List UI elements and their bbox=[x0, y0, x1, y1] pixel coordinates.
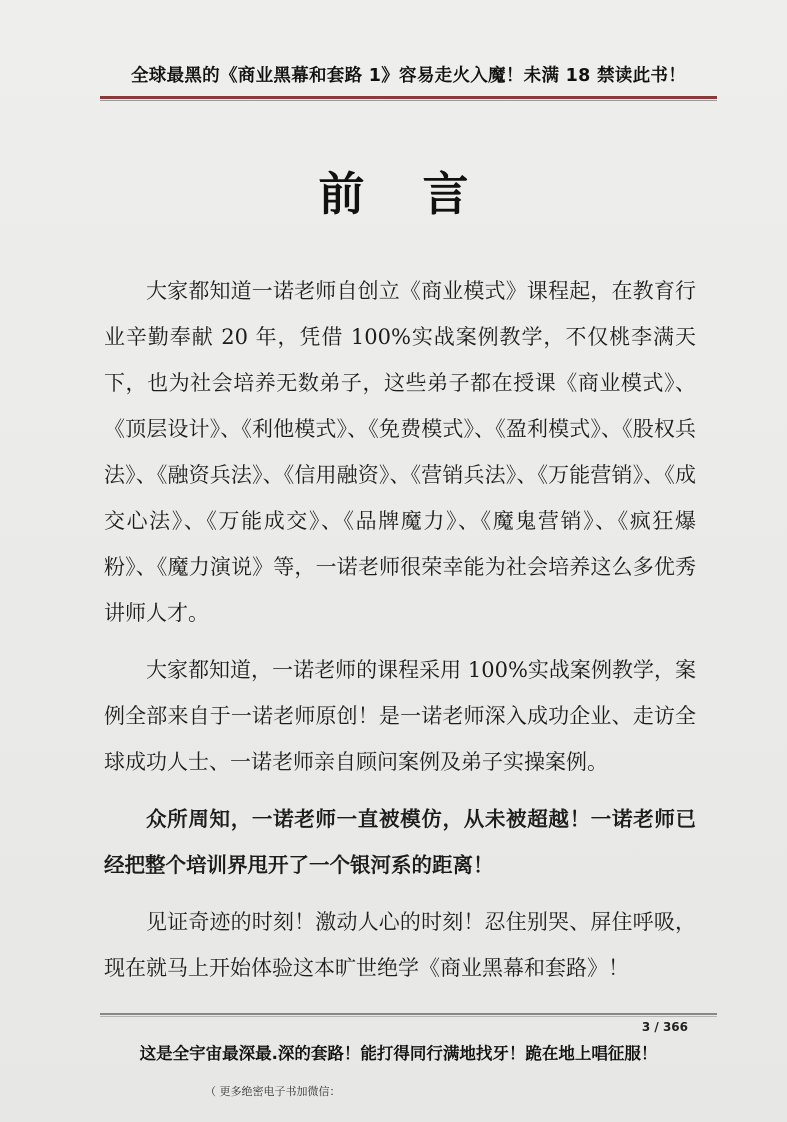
footer-divider-thin bbox=[100, 1016, 717, 1017]
header-banner: 全球最黑的《商业黑幕和套路 1》容易走火入魔！未满 18 禁读此书！ bbox=[130, 66, 686, 86]
paragraph-intro: 大家都知道一诺老师自创立《商业模式》课程起，在教育行业辛勤奉献 20 年，凭借 100%实战案例教学，不仅桃李满天下，也为社会培养无数弟子，这些弟子都在授课《商业模式》、《顶层设计》、《利他模式》、《免费模式》、《盈利模式》、《股权兵法》、《融资兵法》、《信用融资》、《营销兵法》、《万能营销》、《成交心法》、《万能成交》、《品牌魔力》、《魔鬼营销》、《疯狂爆粉》、《魔力演说》等，一诺老师很荣幸能为社会培养这么多优秀讲师人才。 bbox=[104, 279, 696, 625]
paragraph-closing: 见证奇迹的时刻！激动人心的时刻！忍住别哭、屏住呼吸，现在就马上开始体验这本旷世绝学《商业黑幕和套路》！ bbox=[104, 910, 696, 980]
paragraph-emphasis: 众所周知，一诺老师一直被模仿，从未被超越！一诺老师已经把整个培训界甩开了一个银河系的距离！ bbox=[104, 807, 696, 877]
header-divider bbox=[100, 96, 717, 99]
footer-divider bbox=[100, 1013, 717, 1015]
paragraph-cases: 大家都知道，一诺老师的课程采用 100%实战案例教学，案例全部来自于一诺老师原创！是一诺老师深入成功企业、走访全球成功人士、一诺老师亲自顾问案例及弟子实操案例。 bbox=[104, 658, 696, 774]
body-text bbox=[104, 268, 696, 991]
header-divider-thin bbox=[100, 100, 717, 101]
page-number: 3 / 366 bbox=[641, 1020, 688, 1034]
footer-banner: 这是全宇宙最深最.深的套路！能打得同行满地找牙！跪在地上唱征服！ bbox=[139, 1044, 658, 1063]
footer-note: （ 更多绝密电子书加微信： bbox=[205, 1085, 341, 1098]
page-title: 前言 bbox=[318, 167, 527, 221]
